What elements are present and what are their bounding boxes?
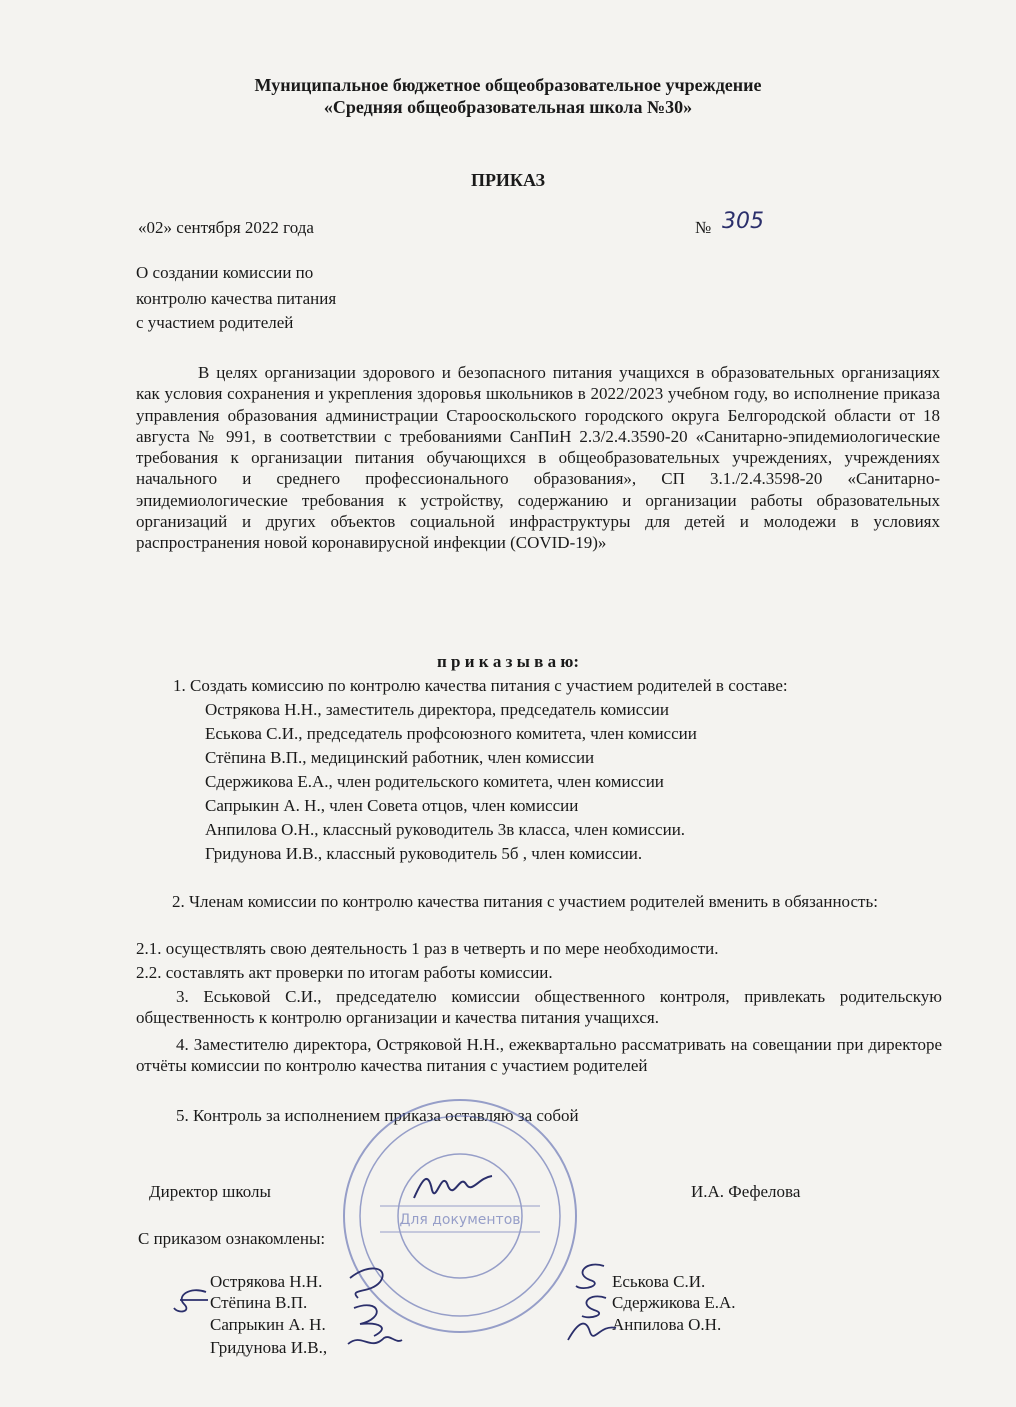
ack-left-3: Сапрыкин А. Н. <box>210 1315 326 1334</box>
subject-line-1: О создании комиссии по <box>136 263 314 282</box>
document-number-handwritten: 305 <box>722 209 764 234</box>
acknowledged-label: С приказом ознакомлены: <box>138 1229 326 1248</box>
document-number-label: № <box>695 218 712 237</box>
item-1: 1. Создать комиссию по контролю качества питания с участием родителей в составе: <box>173 676 788 695</box>
ack-right-1: Еськова С.И. <box>612 1272 706 1291</box>
preamble-paragraph: В целях организации здорового и безопасного питания учащихся в образовательных организациях как условия сохранения и укрепления здоровья школьников в 2022/2023 учебном году, во исполнение приказа управления образования администрации Старооскольского городского округа Белгородской области от 18 августа № 991, в соответствии с требованиями СанПиН 2.3/2.4.3590-20 «Санитарно-эпидемиологические требования к организации питания обучающихся в общеобразовательных учреждениях, учреждениях начального и среднего профессионального образования», СП 3.1./2.4.3598-20 «Санитарно-эпидемиологические требования к устройству, содержанию и организации работы образовательных организаций и других объектов социальной инфраструктуры для детей и молодежи в условиях распространения новой коронавирусной инфекции (COVID-19)» <box>136 363 940 553</box>
ack-left-2: Стёпина В.П. <box>210 1293 308 1312</box>
item-3: 3. Еськовой С.И., председателю комиссии общественного контроля, привлекать родительскую общественность к контролю организации и качества питания учащихся. <box>136 987 942 1027</box>
subject-line-3: с участием родителей <box>136 313 294 332</box>
item-4: 4. Заместителю директора, Остряковой Н.Н., ежеквартально рассматривать на совещании при директоре отчёты комиссии по контролю качества питания с участием родителей <box>136 1035 942 1075</box>
ack-signature-left <box>340 1258 410 1358</box>
document-title: ПРИКАЗ <box>470 170 546 190</box>
member-2: Еськова С.И., председатель профсоюзного комитета, член комиссии <box>205 724 697 743</box>
director-signature <box>408 1160 498 1210</box>
item-2-1: 2.1. осуществлять свою деятельность 1 раз в четверть и по мере необходимости. <box>136 939 719 958</box>
member-3: Стёпина В.П., медицинский работник, член комиссии <box>205 748 595 767</box>
director-title: Директор школы <box>149 1182 271 1201</box>
item-5: 5. Контроль за исполнением приказа оставляю за собой <box>176 1106 579 1125</box>
stamp-text: Для документов <box>399 1212 521 1228</box>
document-date: «02» сентября 2022 года <box>138 218 314 237</box>
order-word: п р и к а з ы в а ю: <box>436 652 580 671</box>
ack-left-4: Гридунова И.В., <box>210 1338 328 1357</box>
subject-line-2: контролю качества питания <box>136 289 337 308</box>
item-2-2: 2.2. составлять акт проверки по итогам работы комиссии. <box>136 963 553 982</box>
ack-right-3: Анпилова О.Н. <box>612 1315 722 1334</box>
header-line-2: «Средняя общеобразовательная школа №30» <box>323 97 693 117</box>
member-4: Сдержикова Е.А., член родительского комитета, член комиссии <box>205 772 664 791</box>
member-1: Острякова Н.Н., заместитель директора, председатель комиссии <box>205 700 669 719</box>
item-2: 2. Членам комиссии по контролю качества питания с участием родителей вменить в обязанность: <box>172 892 878 911</box>
director-name: И.А. Фефелова <box>691 1182 801 1201</box>
member-5: Сапрыкин А. Н., член Совета отцов, член комиссии <box>205 796 579 815</box>
ack-left-1: Острякова Н.Н. <box>210 1272 323 1291</box>
member-7: Гридунова И.В., классный руководитель 5б , член комиссии. <box>205 844 643 863</box>
ack-right-2: Сдержикова Е.А. <box>612 1293 736 1312</box>
member-6: Анпилова О.Н., классный руководитель 3в класса, член комиссии. <box>205 820 686 839</box>
header-line-1: Муниципальное бюджетное общеобразовательное учреждение <box>254 75 762 95</box>
ack-signature-stepina <box>170 1286 212 1316</box>
ack-signature-right <box>560 1258 620 1348</box>
